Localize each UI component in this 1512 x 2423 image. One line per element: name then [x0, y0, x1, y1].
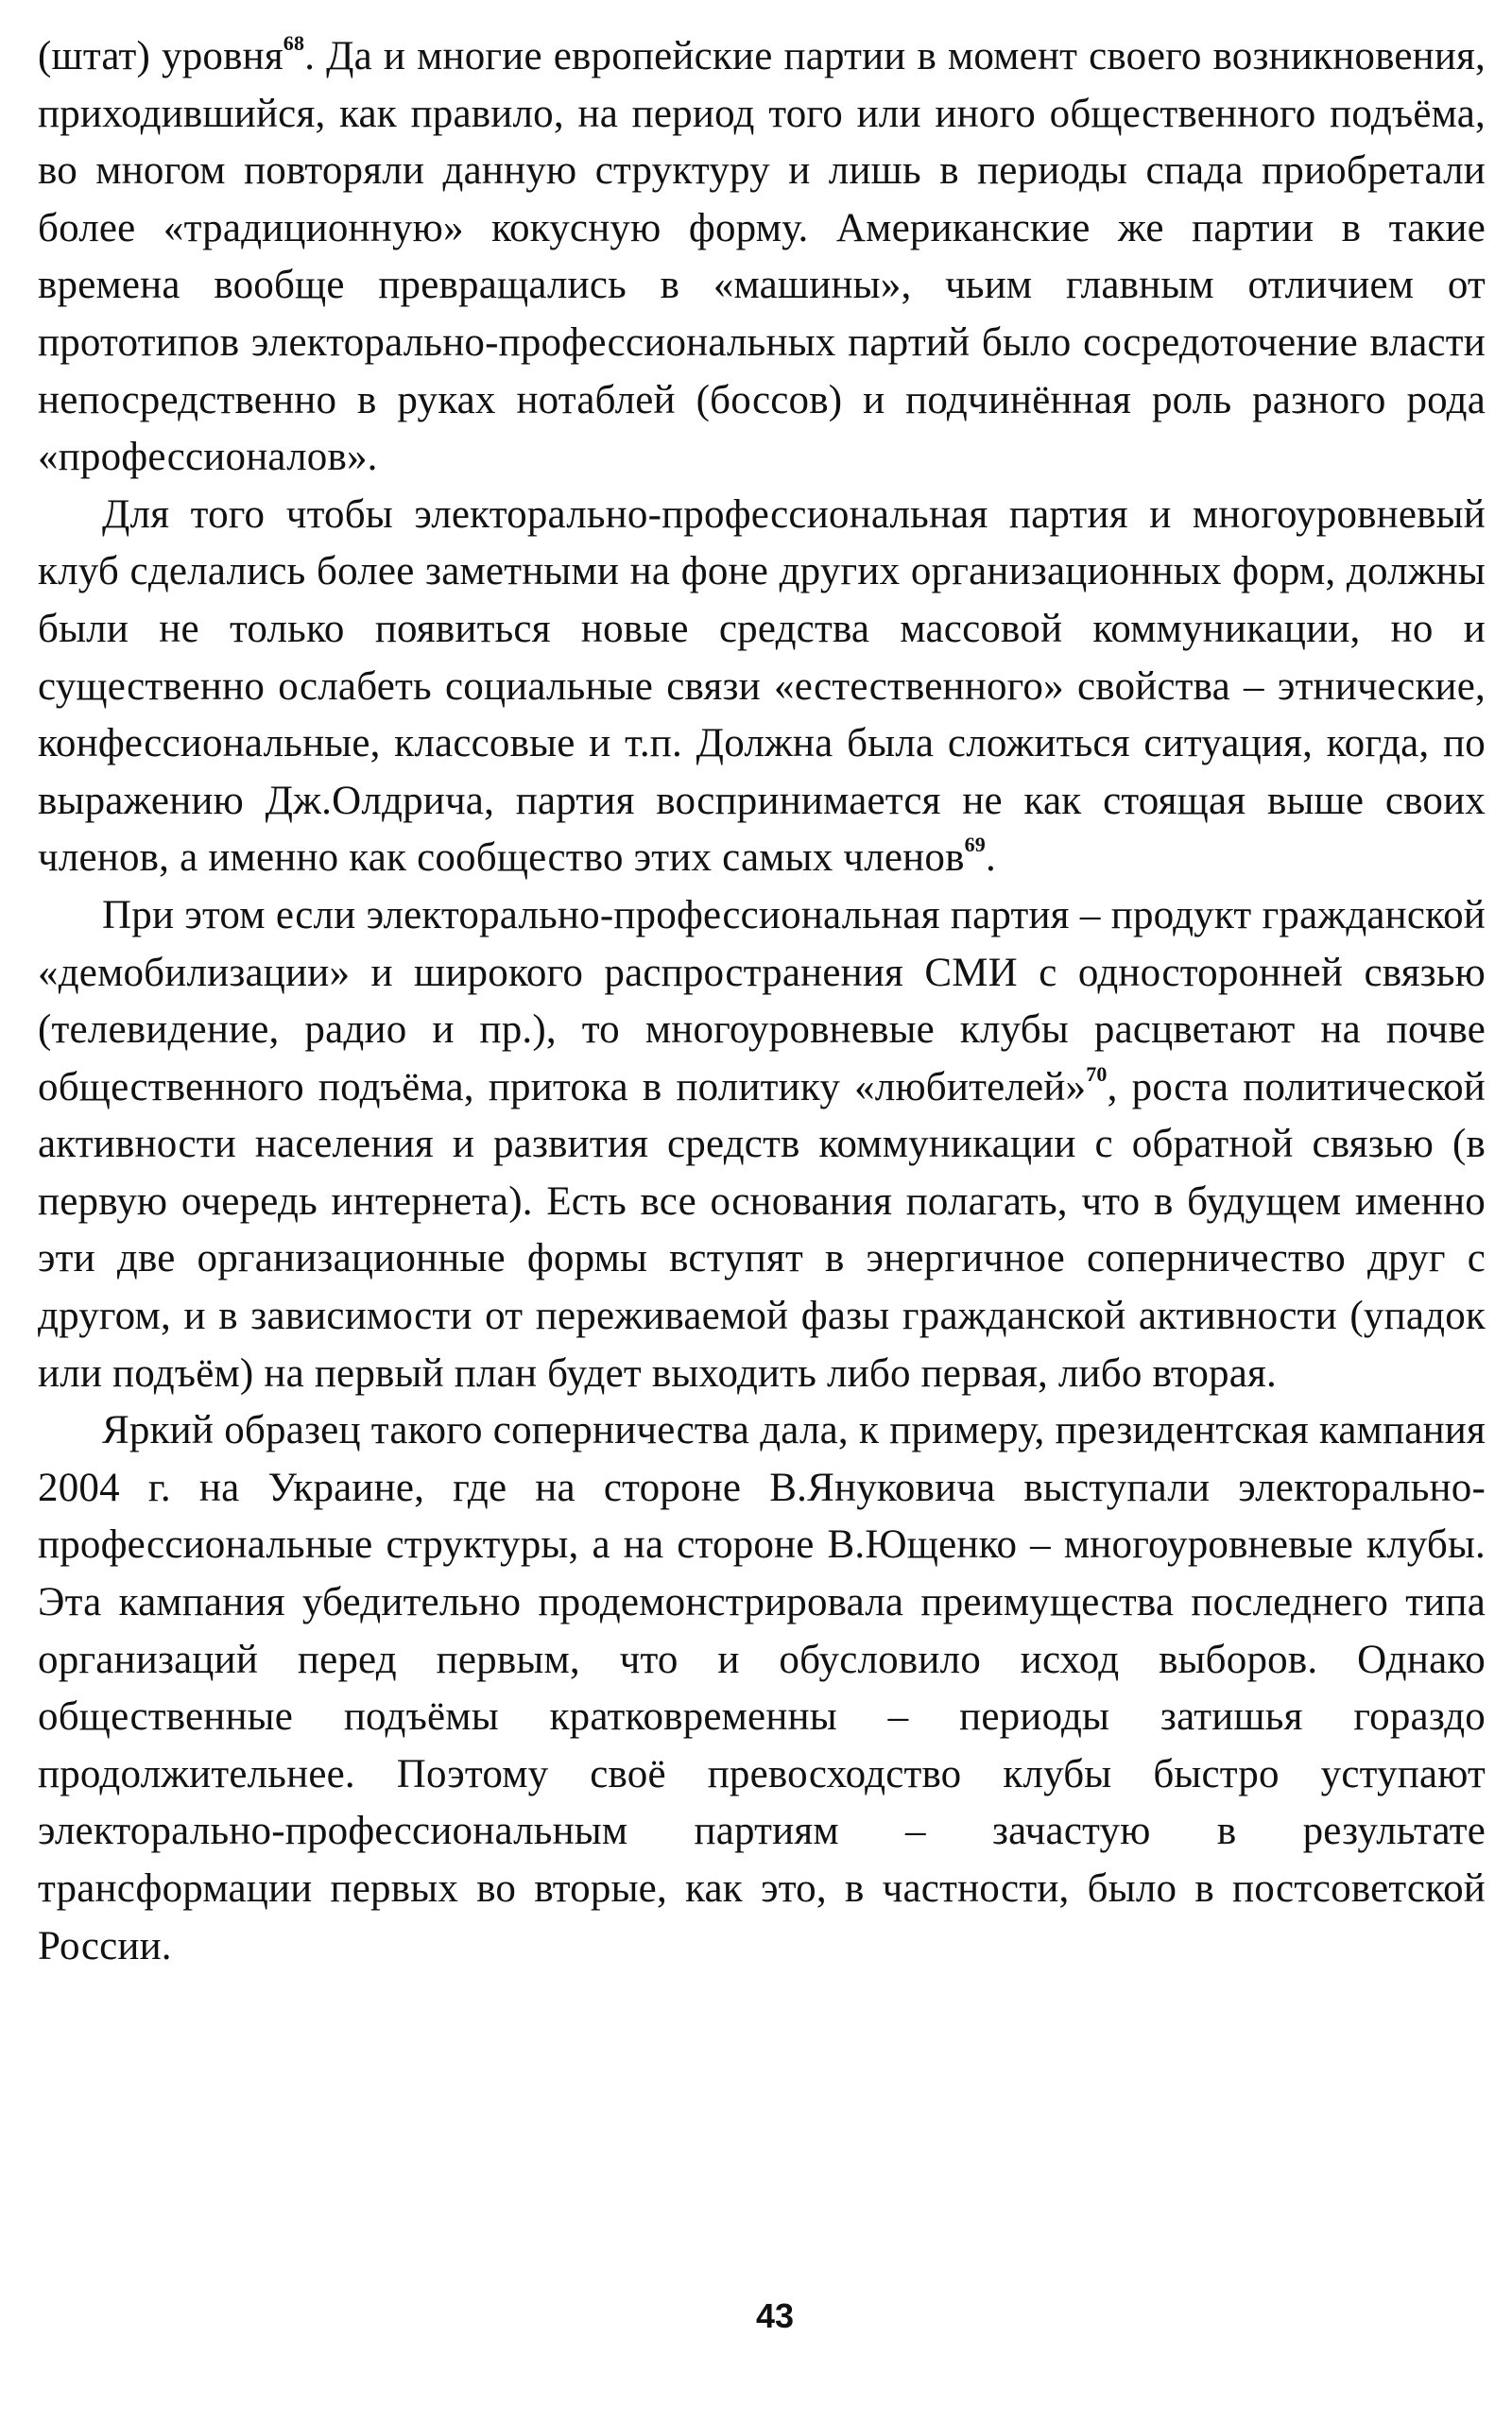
page-number: 43 — [755, 2296, 795, 2335]
paragraph-2 — [38, 487, 1486, 887]
paragraph-2-text-b: . — [985, 835, 996, 881]
paragraph-3-text-a: При этом если электорально-профессиональная партия – продукт гражданской «демобилизации» и широкого распространения СМИ с односторонней связью (телевидение, радио и пр.), то многоуровневые клубы расцветают на почве общественного подъёма, притока в политику «любителей» — [38, 892, 1486, 1109]
paragraph-4-text: Яркий образец такого соперничества дала, к примеру, президентская кампания 2004 г. на Украине, где на стороне В.Януковича выступали электорально-профессиональные структуры, а на стороне В.Ющенко – многоуровневые клубы. Эта кампания убедительно продемонстрировала преимущества последнего типа организаций перед первым, что и обусловило исход выборов. Однако общественные подъёмы кратковременны – периоды затишья гораздо продолжительнее. Поэтому своё превосходство клубы быстро уступают электорально-профессиональным партиям – зачастую в результате трансформации первых во вторые, как это, в частности, было в постсоветской России. — [38, 1408, 1486, 1968]
footnote-ref-70: 70 — [1086, 1061, 1108, 1086]
paragraph-1-text-a: (штат) уровня — [38, 34, 284, 78]
footnote-ref-68: 68 — [283, 31, 305, 55]
paragraph-1-text-b: . Да и многие европейские партии в момент своего возникновения, приходившийся, как правило, на период того или иного общественного подъёма, во многом повторяли данную структуру и лишь в периоды спада приобретали более «традиционную» кокусную форму. Американские же партии в такие времена вообще превращались в «машины», чьим главным отличием от прототипов электорально-профессиональных партий было сосредоточение власти непосредственно в руках нотаблей (боссов) и подчинённая роль разного рода «профессионалов». — [38, 34, 1486, 480]
footnote-ref-69: 69 — [964, 833, 986, 857]
paragraph-3 — [38, 887, 1486, 1402]
paragraph-2-text-a: Для того чтобы электорально-профессиональная партия и многоуровневый клуб сделались более заметными на фоне других организационных форм, должны были не только появиться новые средства массовой коммуникации, но и существенно ослабеть социальные связи «естественного» свойства – этнические, конфессиональные, классовые и т.п. Должна была сложиться ситуация, когда, по выражению Дж.Олдрича, партия воспринимается не как стоящая выше своих членов, а именно как сообщество этих самых членов — [38, 491, 1486, 881]
body-text — [38, 28, 1486, 1975]
paragraph-1 — [38, 28, 1486, 487]
paragraph-3-text-b: , роста политической активности населения и развития средств коммуникации с обратной связью (в первую очередь интернета). Есть все основания полагать, что в будущем именно эти две организационные формы вступят в энергичное соперничество друг с другом, и в зависимости от переживаемой фазы гражданской активности (упадок или подъём) на первый план будет выходить либо первая, либо вторая. — [38, 1064, 1486, 1396]
book-page — [38, 28, 1486, 2372]
paragraph-4 — [38, 1402, 1486, 1975]
